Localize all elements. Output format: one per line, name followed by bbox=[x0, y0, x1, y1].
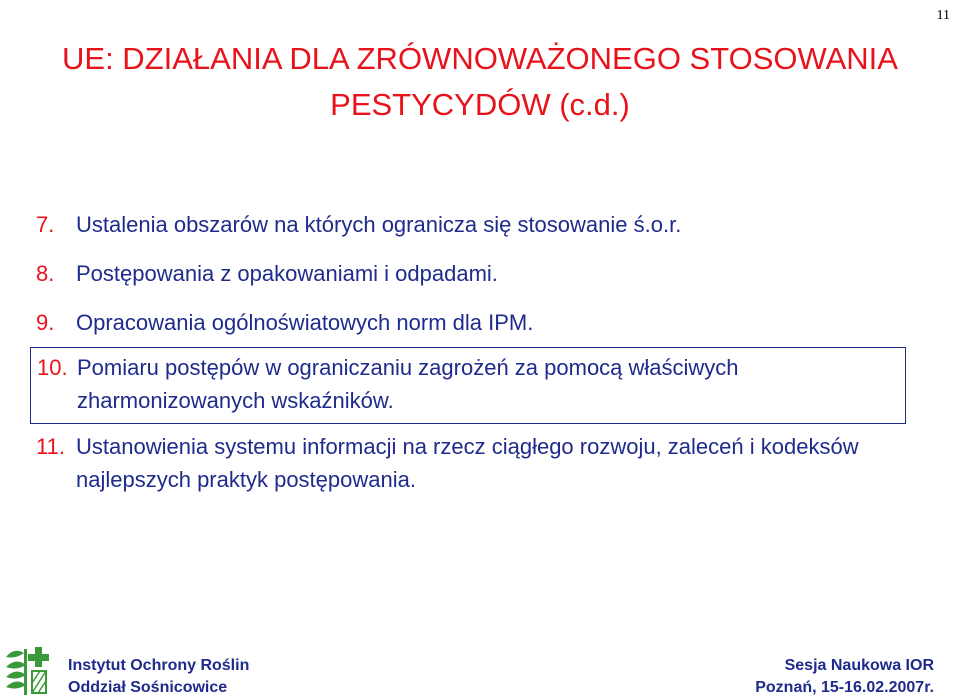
item-text: Ustanowienia systemu informacji na rzecz ciągłego rozwoju, zaleceń i kodeksów najlepszych praktyk postępowania. bbox=[76, 434, 859, 492]
list-item bbox=[36, 430, 916, 496]
list-item-highlighted bbox=[30, 347, 906, 424]
title-line-2: PESTYCYDÓW (c.d.) bbox=[330, 87, 630, 122]
page-number: 11 bbox=[936, 8, 950, 23]
footer bbox=[0, 645, 960, 700]
item-text: Ustalenia obszarów na których ogranicza się stosowanie ś.o.r. bbox=[76, 212, 682, 237]
institute-line-2: Oddział Sośnicowice bbox=[68, 679, 228, 696]
institute-name bbox=[68, 655, 249, 699]
item-number: 10. bbox=[37, 355, 68, 380]
event-info bbox=[755, 655, 934, 699]
list-item bbox=[36, 208, 916, 241]
item-number: 7. bbox=[36, 212, 55, 237]
list-item bbox=[36, 257, 916, 290]
item-number: 8. bbox=[36, 261, 55, 286]
item-text: Pomiaru postępów w ograniczaniu zagrożeń za pomocą właściwych zharmonizowanych wskaźników. bbox=[77, 355, 739, 413]
action-list bbox=[36, 208, 916, 496]
item-text: Postępowania z opakowaniami i odpadami. bbox=[76, 261, 498, 286]
item-number: 9. bbox=[36, 310, 55, 335]
event-line-1: Sesja Naukowa IOR bbox=[784, 657, 934, 674]
institute-logo-icon bbox=[2, 645, 50, 697]
list-item bbox=[36, 306, 916, 339]
item-text: Opracowania ogólnoświatowych norm dla IPM. bbox=[76, 310, 534, 335]
page-title bbox=[0, 36, 960, 128]
event-line-2: Poznań, 15-16.02.2007r. bbox=[755, 679, 934, 696]
title-line-1: UE: DZIAŁANIA DLA ZRÓWNOWAŻONEGO STOSOWANIA bbox=[62, 41, 898, 76]
institute-line-1: Instytut Ochrony Roślin bbox=[68, 657, 250, 674]
item-number: 11. bbox=[36, 434, 65, 459]
